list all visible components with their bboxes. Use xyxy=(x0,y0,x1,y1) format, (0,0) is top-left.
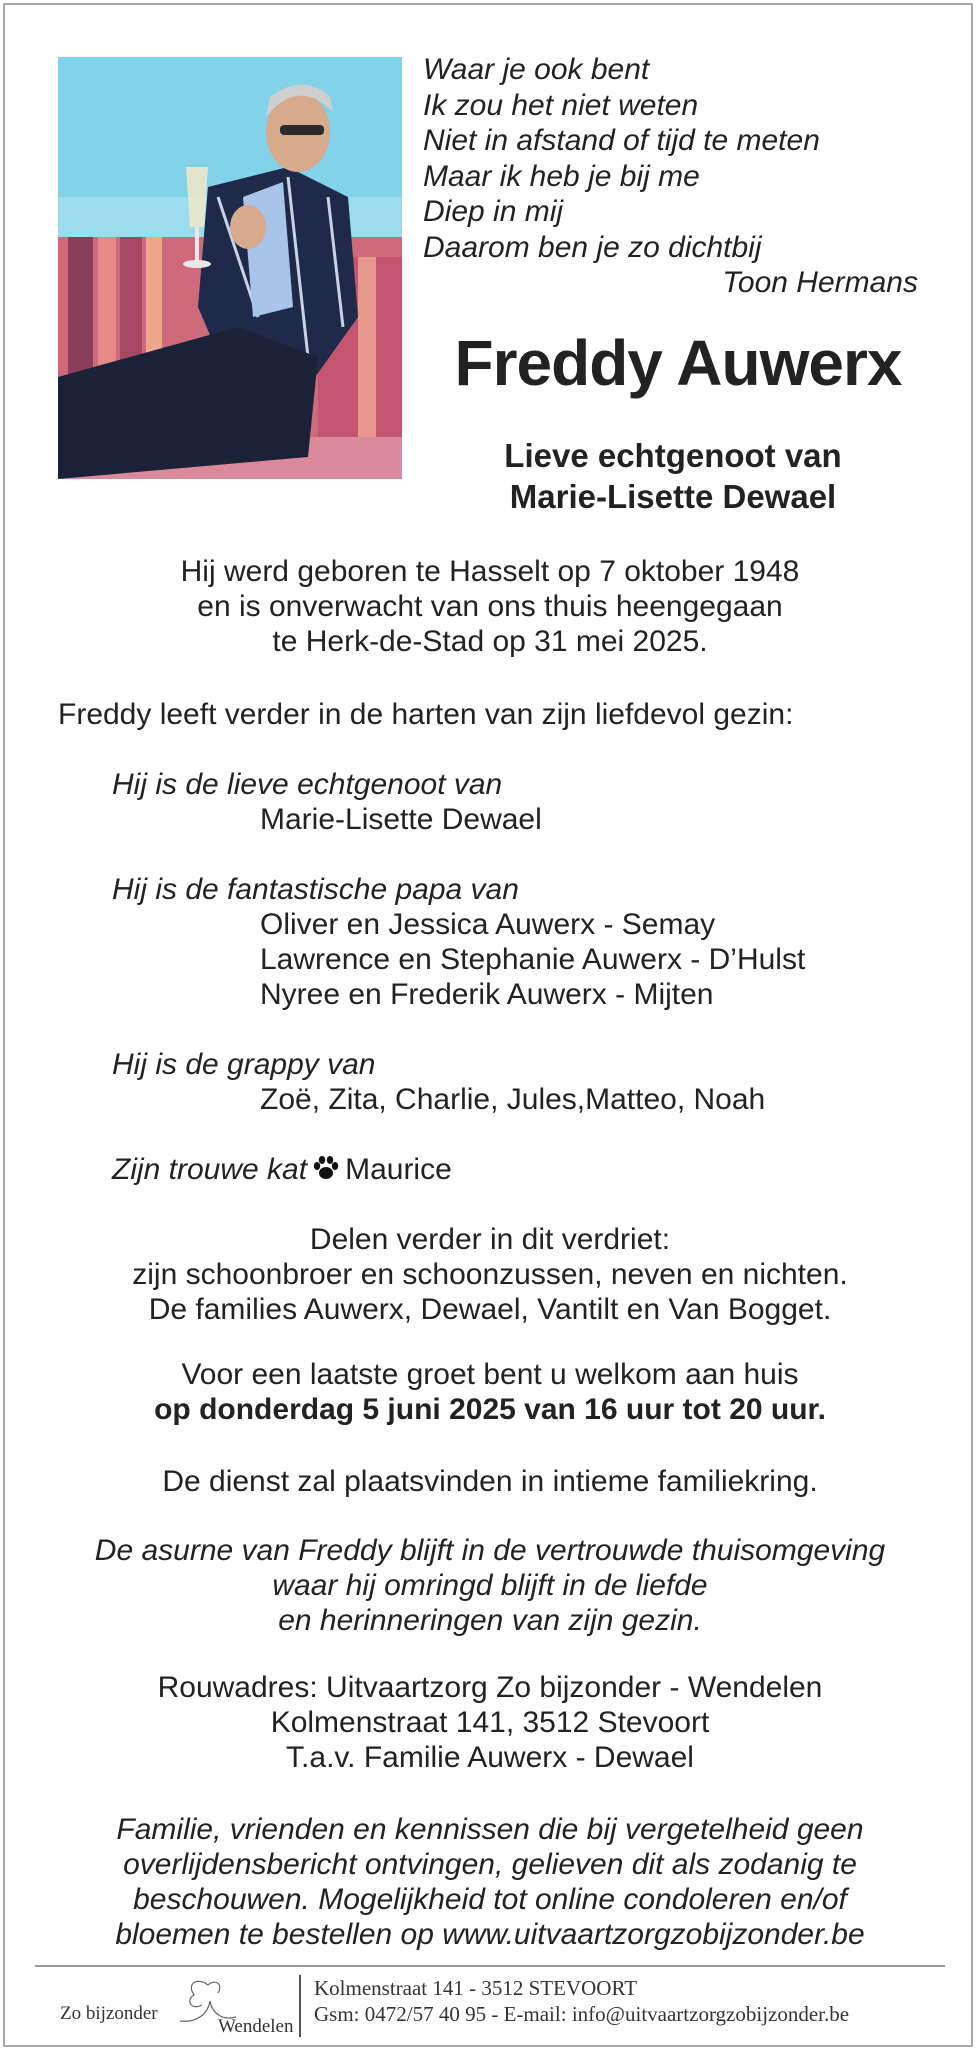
visit-when: op donderdag 5 juni 2025 van 16 uur tot 20 uur. xyxy=(154,1393,826,1426)
birth-line: en is onverwacht van ons thuis heengegaan xyxy=(197,590,783,623)
cat-line xyxy=(112,1152,452,1187)
notice-line: overlijdensbericht ontvingen, gelieven dit als zodanig te xyxy=(123,1848,857,1881)
visit-line: Voor een laatste groet bent u welkom aan huis xyxy=(181,1358,799,1391)
footer-divider xyxy=(35,1965,945,1967)
urn-line: waar hij omringd blijft in de liefde xyxy=(272,1569,708,1602)
visit-block xyxy=(30,1357,950,1427)
footer-separator xyxy=(299,1975,301,2037)
spouse-heading-line: Lieve echtgenoot van xyxy=(504,437,842,474)
relation-label: Hij is de grappy van xyxy=(112,1048,376,1081)
footer-contact xyxy=(314,1975,849,2027)
relation-people xyxy=(260,802,542,837)
cat-label: Zijn trouwe kat xyxy=(112,1153,308,1186)
address-line: Kolmenstraat 141, 3512 Stevoort xyxy=(270,1706,710,1739)
relation-person: Nyree en Frederik Auwerx - Mijten xyxy=(260,978,714,1011)
deceased-name: Freddy Auwerx xyxy=(454,327,902,399)
family-intro: Freddy leeft verder in de harten van zijn liefdevol gezin: xyxy=(58,698,794,731)
urn-line: en herinneringen van zijn gezin. xyxy=(278,1604,702,1637)
spouse-heading-line: Marie-Lisette Dewael xyxy=(509,478,837,515)
logo-text-right: Wendelen xyxy=(218,2016,294,2037)
sorrow-block xyxy=(30,1222,950,1327)
poem xyxy=(423,52,923,301)
notice-line: bloemen te bestellen op www.uitvaartzorgzobijzonder.be xyxy=(115,1918,865,1951)
poem-line: Waar je ook bent xyxy=(423,53,650,86)
poem-line: Niet in afstand of tijd te meten xyxy=(423,124,820,157)
address-block xyxy=(30,1670,950,1775)
sorrow-line: De families Auwerx, Dewael, Vantilt en Van Bogget. xyxy=(148,1293,832,1326)
notice-block xyxy=(30,1812,950,1952)
paw-icon xyxy=(311,1153,341,1183)
funeral-home-logo xyxy=(58,1975,294,2037)
sorrow-line: zijn schoonbroer en schoonzussen, neven en nichten. xyxy=(132,1258,848,1291)
poem-line: Maar ik heb je bij me xyxy=(423,159,700,193)
relation-label: Hij is de fantastische papa van xyxy=(112,873,519,906)
footer-phone-email: Gsm: 0472/57 40 95 - E-mail: info@uitvaartzorgzobijzonder.be xyxy=(314,2002,850,2026)
poem-line: Diep in mij xyxy=(423,195,564,228)
birth-info xyxy=(30,554,950,659)
footer-address: Kolmenstraat 141 - 3512 STEVOORT xyxy=(314,1976,638,2000)
service-line xyxy=(30,1464,950,1499)
notice-line: Familie, vrienden en kennissen die bij vergetelheid geen xyxy=(116,1813,864,1846)
relation-person: Zoë, Zita, Charlie, Jules,Matteo, Noah xyxy=(260,1083,766,1116)
address-line: T.a.v. Familie Auwerx - Dewael xyxy=(286,1741,694,1774)
relation-people xyxy=(260,1082,765,1117)
poem-author: Toon Hermans xyxy=(722,266,918,299)
service-text: De dienst zal plaatsvinden in intieme familiekring. xyxy=(162,1465,818,1498)
relation-people xyxy=(260,907,805,1012)
birth-line: te Herk-de-Stad op 31 mei 2025. xyxy=(272,625,708,658)
notice-line: beschouwen. Mogelijkheid tot online condoleren en/of xyxy=(133,1883,847,1916)
birth-line: Hij werd geboren te Hasselt op 7 oktober 1948 xyxy=(180,555,800,588)
urn-block xyxy=(30,1533,950,1638)
poem-line: Ik zou het niet weten xyxy=(423,88,699,122)
poem-line: Daarom ben je zo dichtbij xyxy=(423,230,762,264)
portrait-photo xyxy=(58,57,402,479)
cat-name: Maurice xyxy=(345,1153,452,1186)
urn-line: De asurne van Freddy blijft in de vertrouwde thuisomgeving xyxy=(94,1534,886,1567)
address-line: Rouwadres: Uitvaartzorg Zo bijzonder - Wendelen xyxy=(157,1671,823,1704)
relation-person: Lawrence en Stephanie Auwerx - D’Hulst xyxy=(260,943,806,976)
relation-label: Hij is de lieve echtgenoot van xyxy=(112,768,503,801)
sorrow-line: Delen verder in dit verdriet: xyxy=(309,1223,671,1256)
spouse-heading xyxy=(423,435,923,517)
logo-text-left: Zo bijzonder xyxy=(60,2003,158,2024)
relation-person: Marie-Lisette Dewael xyxy=(260,803,542,836)
relation-person: Oliver en Jessica Auwerx - Semay xyxy=(260,908,716,941)
